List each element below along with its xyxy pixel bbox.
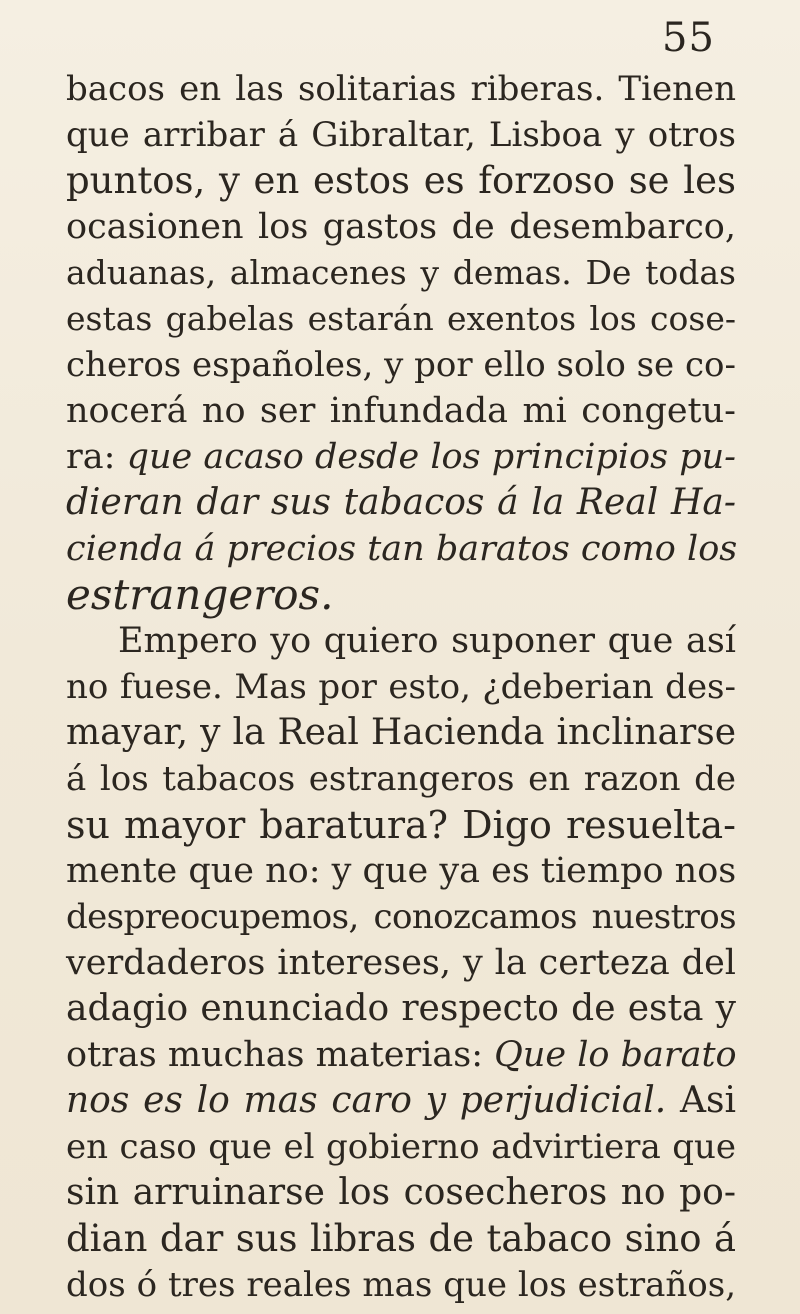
page-number: 55	[662, 15, 715, 61]
text-run: otras muchas materias:	[66, 1035, 495, 1075]
text-line: que arribar á Gibraltar, Lisboa y otros	[66, 115, 736, 155]
text-line: aduanas, almacenes y demas. De todas	[66, 253, 736, 292]
text-line: nocerá no ser infundada mi congetu-	[66, 391, 736, 431]
text-line: cienda á precios tan baratos como los	[66, 529, 738, 569]
italic-run: nos es lo mas caro y perjudicial.	[66, 1080, 667, 1121]
text-line: bacos en las solitarias riberas. Tienen	[66, 69, 736, 109]
text-line: á los tabacos estrangeros en razon de	[66, 759, 736, 799]
text-line	[66, 1032, 736, 1078]
text-run: ra:	[66, 437, 127, 477]
italic-run: que acaso desde los principios pu-	[126, 437, 737, 477]
text-line: no fuese. Mas por esto, ¿deberian des-	[66, 667, 736, 707]
text-line: adagio enunciado respecto de esta y	[66, 988, 736, 1029]
text-line	[66, 1078, 736, 1124]
italic-run: Que lo barato	[494, 1035, 737, 1075]
text-line: verdaderos intereses, y la certeza del	[66, 943, 736, 983]
text-run: Asi	[666, 1080, 736, 1121]
text-line: dian dar sus libras de tabaco sino á	[66, 1217, 736, 1260]
body-text	[66, 66, 736, 1308]
text-line: mente que no: y que ya es tiempo nos	[66, 851, 737, 891]
text-line: sin arruinarse los cosecheros no po-	[66, 1172, 736, 1213]
text-line: mayar, y la Real Hacienda inclinarse	[66, 712, 736, 753]
text-line: puntos, y en estos es forzoso se les	[66, 159, 736, 202]
text-line: despreocupemos, conozcamos nuestros	[66, 897, 736, 937]
text-line: cheros españoles, y por ello solo se co-	[66, 345, 736, 385]
text-line: ocasionen los gastos de desembarco,	[66, 207, 736, 247]
text-line: Empero yo quiero suponer que así	[118, 621, 736, 661]
text-line: dos ó tres reales mas que los estraños,	[66, 1265, 736, 1305]
text-line: dieran dar sus tabacos á la Real Ha-	[66, 482, 736, 523]
text-line	[66, 434, 736, 480]
text-line: estas gabelas estarán exentos los cose-	[66, 299, 736, 338]
text-line: en caso que el gobierno advirtiera que	[66, 1127, 736, 1167]
text-line: estrangeros.	[66, 570, 334, 619]
text-line: su mayor baratura? Digo resuelta-	[66, 803, 736, 847]
